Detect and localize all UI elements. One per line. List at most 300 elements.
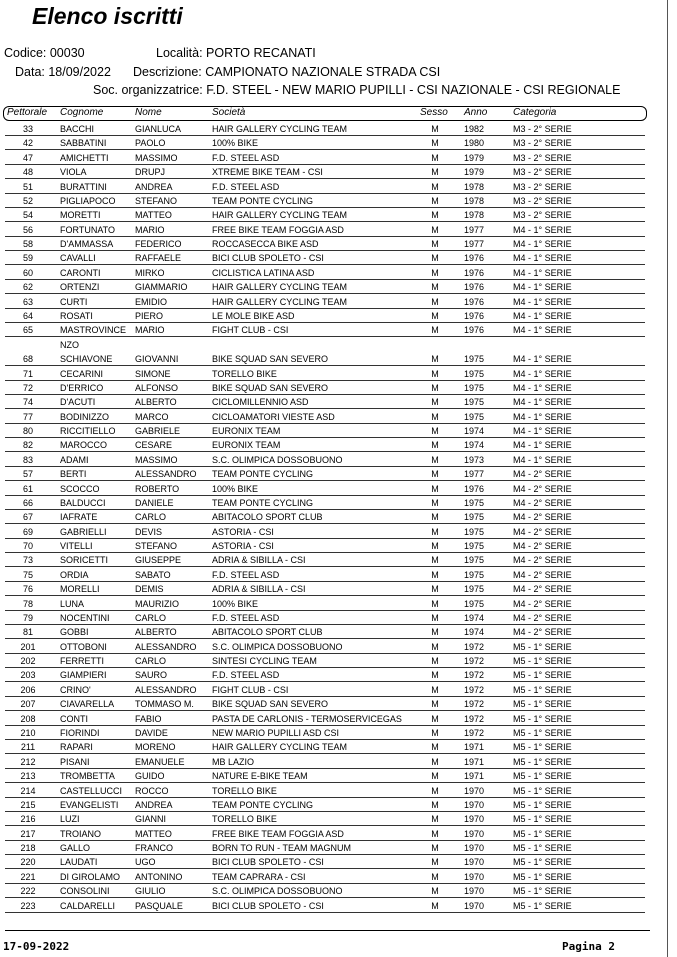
- table-row: [0, 309, 660, 323]
- cell-ann: 1977: [464, 224, 485, 235]
- cell-soc: NATURE E-BIKE TEAM: [212, 771, 308, 782]
- cell-soc: F.D. STEEL ASD: [212, 181, 280, 192]
- cell-sex: M: [431, 684, 439, 695]
- cell-pet: 51: [22, 181, 33, 192]
- cell-soc: F.D. STEEL ASD: [212, 569, 280, 580]
- header-categoria: Categoria: [513, 107, 557, 118]
- cell-ann: 1970: [464, 900, 485, 911]
- cell-cat: M4 - 1° SERIE: [513, 310, 572, 321]
- cell-ann: 1972: [464, 641, 485, 652]
- cell-sex: M: [431, 814, 439, 825]
- descrizione: Descrizione: CAMPIONATO NAZIONALE STRADA CSI: [133, 65, 441, 79]
- localita: Località: PORTO RECANATI: [156, 46, 316, 60]
- cell-nom: STEFANO: [135, 541, 178, 551]
- table-row: [0, 654, 660, 668]
- societa-organizzatrice: Soc. organizzatrice: F.D. STEEL - NEW MARIO PUPILLI - CSI NAZIONALE - CSI REGIONALE: [93, 83, 621, 97]
- cell-nom: SAURO: [135, 670, 168, 681]
- cell-sex: M: [431, 296, 439, 307]
- cell-sex: M: [431, 368, 439, 379]
- table-row: [0, 194, 660, 208]
- cell-ann: 1972: [464, 713, 485, 724]
- cell-cat: M4 - 1° SERIE: [513, 224, 572, 235]
- cell-nom: MARIO: [135, 325, 165, 336]
- cell-cog: BERTI: [60, 469, 87, 480]
- cell-ann: 1970: [464, 843, 485, 853]
- cell-soc: LE MOLE BIKE ASD: [212, 310, 295, 321]
- table-row: [0, 755, 660, 769]
- cell-cat: M4 - 2° SERIE: [513, 555, 572, 566]
- cell-cat: M4 - 2° SERIE: [513, 469, 572, 480]
- cell-ann: 1979: [464, 152, 485, 163]
- cell-cog: SCOCCO: [60, 483, 100, 494]
- cell-soc: HAIR GALLERY CYCLING TEAM: [212, 742, 348, 753]
- table-row: [0, 338, 660, 352]
- cell-soc: F.D. STEEL ASD: [212, 612, 280, 623]
- table-row: [0, 841, 660, 855]
- table-row: [0, 352, 660, 366]
- cell-pet: 33: [22, 124, 33, 134]
- cell-cat: M5 - 1° SERIE: [513, 828, 572, 839]
- cell-cat: M4 - 1° SERIE: [513, 239, 572, 249]
- cell-nom: GUIDO: [135, 771, 165, 782]
- cell-soc: S.C. OLIMPICA DOSSOBUONO: [212, 454, 343, 465]
- cell-ann: 1976: [464, 310, 485, 321]
- cell-cat: M4 - 1° SERIE: [513, 397, 572, 408]
- cell-pet: 207: [20, 699, 36, 710]
- cell-pet: 58: [22, 239, 33, 249]
- cell-nom: TOMMASO M.: [135, 699, 194, 710]
- table-row: [0, 611, 660, 625]
- cell-cog: CONSOLINI: [60, 886, 110, 897]
- table-row: [0, 683, 660, 697]
- cell-sex: M: [431, 253, 439, 264]
- cell-pet: 218: [20, 843, 36, 853]
- cell-cat: M4 - 2° SERIE: [513, 526, 572, 537]
- cell-nom: SABATO: [135, 569, 171, 580]
- cell-ann: 1972: [464, 728, 485, 738]
- cell-sex: M: [431, 512, 439, 523]
- cell-ann: 1975: [464, 397, 485, 408]
- cell-nom: GIOVANNI: [135, 354, 179, 365]
- cell-pet: 71: [22, 368, 33, 379]
- cell-sex: M: [431, 138, 439, 149]
- table-row: [0, 280, 660, 294]
- cell-cog: MORELLI: [60, 584, 100, 595]
- cell-cog: IAFRATE: [60, 512, 98, 523]
- cell-soc: ABITACOLO SPORT CLUB: [212, 512, 323, 523]
- cell-pet: 82: [22, 440, 33, 451]
- cell-soc: ROCCASECCA BIKE ASD: [212, 239, 319, 249]
- cell-cog: MASTROVINCE: [60, 325, 127, 336]
- table-row: [0, 812, 660, 826]
- cell-sex: M: [431, 195, 439, 206]
- cell-pet: 74: [22, 397, 33, 408]
- cell-nom: EMANUELE: [135, 756, 185, 767]
- cell-pet: 68: [22, 354, 33, 365]
- cell-ann: 1975: [464, 382, 485, 393]
- cell-soc: SINTESI CYCLING TEAM: [212, 656, 317, 667]
- cell-sex: M: [431, 627, 439, 638]
- cell-pet: 72: [22, 382, 33, 393]
- cell-ann: 1972: [464, 656, 485, 667]
- cell-sex: M: [431, 210, 439, 221]
- cell-nom: GIAMMARIO: [135, 282, 188, 293]
- cell-cat: M4 - 1° SERIE: [513, 296, 572, 307]
- cell-cat: M4 - 1° SERIE: [513, 411, 572, 422]
- cell-pet: 48: [22, 167, 33, 178]
- cell-cat: M5 - 1° SERIE: [513, 843, 572, 853]
- cell-sex: M: [431, 181, 439, 192]
- table-row: [0, 568, 660, 582]
- cell-pet: 73: [22, 555, 33, 566]
- cell-soc: TEAM PONTE CYCLING: [212, 497, 314, 508]
- data: Data: 18/09/2022: [15, 65, 111, 79]
- cell-sex: M: [431, 411, 439, 422]
- cell-soc: XTREME BIKE TEAM - CSI: [212, 167, 323, 178]
- cell-ann: 1970: [464, 857, 485, 868]
- cell-cog: CURTI: [60, 296, 88, 307]
- cell-nom: ROCCO: [135, 785, 169, 796]
- cell-cat: M4 - 2° SERIE: [513, 584, 572, 595]
- cell-pet: 42: [22, 138, 33, 149]
- cell-cog: OTTOBONI: [60, 641, 107, 652]
- cell-soc: BIKE SQUAD SAN SEVERO: [212, 382, 329, 393]
- cell-pet: 213: [20, 771, 36, 782]
- footer-date: 17-09-2022: [3, 940, 70, 953]
- cell-nom: STEFANO: [135, 195, 178, 206]
- cell-cat: M4 - 2° SERIE: [513, 512, 572, 523]
- cell-cog: SORICETTI: [60, 555, 109, 566]
- header-societa: Società: [212, 107, 246, 118]
- cell-cat: M3 - 2° SERIE: [513, 167, 572, 178]
- cell-cog: RICCITIELLO: [60, 426, 116, 436]
- cell-nom: CARLO: [135, 612, 167, 623]
- cell-ann: 1974: [464, 426, 485, 436]
- cell-sex: M: [431, 454, 439, 465]
- cell-soc: 100% BIKE: [212, 138, 259, 149]
- cell-nom: PAOLO: [135, 138, 166, 149]
- cell-nom: MATTEO: [135, 828, 172, 839]
- cell-cat: M4 - 1° SERIE: [513, 440, 572, 451]
- cell-sex: M: [431, 124, 439, 134]
- cell-soc: BICI CLUB SPOLETO - CSI: [212, 857, 324, 868]
- cell-cog: D'AMMASSA: [60, 239, 114, 249]
- cell-cog: NOCENTINI: [60, 612, 110, 623]
- cell-sex: M: [431, 310, 439, 321]
- cell-nom: ANTONINO: [135, 871, 183, 882]
- cell-cat: M5 - 1° SERIE: [513, 857, 572, 868]
- table-row: [0, 395, 660, 409]
- table-row: [0, 323, 660, 337]
- table-row: [0, 668, 660, 682]
- cell-sex: M: [431, 239, 439, 249]
- cell-cog: SABBATINI: [60, 138, 107, 149]
- cell-cat: M5 - 1° SERIE: [513, 799, 572, 810]
- cell-ann: 1976: [464, 267, 485, 278]
- footer-page: Pagina 2: [562, 940, 615, 953]
- cell-sex: M: [431, 440, 439, 451]
- cell-cat: M4 - 1° SERIE: [513, 426, 572, 436]
- cell-ann: 1975: [464, 497, 485, 508]
- cell-ann: 1980: [464, 138, 485, 149]
- cell-sex: M: [431, 656, 439, 667]
- cell-cog: CIAVARELLA: [60, 699, 115, 710]
- cell-nom: CARLO: [135, 512, 167, 523]
- cell-soc: HAIR GALLERY CYCLING TEAM: [212, 296, 348, 307]
- cell-cog: TROMBETTA: [60, 771, 115, 782]
- cell-soc: BICI CLUB SPOLETO - CSI: [212, 900, 324, 911]
- cell-sex: M: [431, 397, 439, 408]
- cell-ann: 1972: [464, 684, 485, 695]
- cell-ann: 1972: [464, 670, 485, 681]
- cell-cog: GIAMPIERI: [60, 670, 107, 681]
- table-row: [0, 223, 660, 237]
- table-row: [0, 496, 660, 510]
- cell-sex: M: [431, 857, 439, 868]
- cell-sex: M: [431, 483, 439, 494]
- cell-nom: ALESSANDRO: [135, 469, 197, 480]
- cell-cog: ORTENZI: [60, 282, 100, 293]
- cell-nom: ANDREA: [135, 181, 173, 192]
- cell-sex: M: [431, 167, 439, 178]
- cell-pet: 59: [22, 253, 33, 264]
- cell-nom: MIRKO: [135, 267, 165, 278]
- cell-nom: EMIDIO: [135, 296, 168, 307]
- cell-sex: M: [431, 742, 439, 753]
- cell-nom: ALESSANDRO: [135, 684, 197, 695]
- cell-pet: 77: [22, 411, 33, 422]
- cell-soc: FREE BIKE TEAM FOGGIA ASD: [212, 828, 344, 839]
- cell-sex: M: [431, 699, 439, 710]
- cell-cat: M5 - 1° SERIE: [513, 900, 572, 911]
- cell-sex: M: [431, 871, 439, 882]
- cell-ann: 1978: [464, 195, 485, 206]
- cell-soc: CICLISTICA LATINA ASD: [212, 267, 315, 278]
- cell-pet: 66: [22, 497, 33, 508]
- table-row: [0, 553, 660, 567]
- cell-soc: FIGHT CLUB - CSI: [212, 684, 289, 695]
- table-row: [0, 510, 660, 524]
- cell-cat: M5 - 1° SERIE: [513, 670, 572, 681]
- cell-nom: DANIELE: [135, 497, 174, 508]
- cell-pet: 63: [22, 296, 33, 307]
- cell-pet: 62: [22, 282, 33, 293]
- cell-sex: M: [431, 728, 439, 738]
- cell-soc: HAIR GALLERY CYCLING TEAM: [212, 210, 348, 221]
- table-row: [0, 453, 660, 467]
- cell-soc: TEAM PONTE CYCLING: [212, 799, 314, 810]
- cell-pet: 223: [20, 900, 36, 911]
- cell-sex: M: [431, 526, 439, 537]
- cell-nom: MORENO: [135, 742, 176, 753]
- table-row: [0, 295, 660, 309]
- cell-sex: M: [431, 785, 439, 796]
- cell-pet: 206: [20, 684, 36, 695]
- cell-nom: FEDERICO: [135, 239, 182, 249]
- cell-cog: GALLO: [60, 843, 91, 853]
- cell-cat: M3 - 2° SERIE: [513, 181, 572, 192]
- cell-cog: FERRETTI: [60, 656, 104, 667]
- cell-soc: TORELLO BIKE: [212, 814, 277, 825]
- cell-cog: DI GIROLAMO: [60, 871, 121, 882]
- cell-sex: M: [431, 569, 439, 580]
- cell-sex: M: [431, 224, 439, 235]
- footer-divider: [5, 930, 650, 931]
- table-row: [0, 136, 660, 150]
- cell-cog: GOBBI: [60, 627, 89, 638]
- cell-soc: S.C. OLIMPICA DOSSOBUONO: [212, 886, 343, 897]
- cell-pet: 201: [20, 641, 36, 652]
- cell-cat: M4 - 2° SERIE: [513, 569, 572, 580]
- table-row: [0, 122, 660, 136]
- cell-cog: FIORINDI: [60, 728, 100, 738]
- cell-cog: RAPARI: [60, 742, 93, 753]
- cell-nom: ALESSANDRO: [135, 641, 197, 652]
- cell-sex: M: [431, 771, 439, 782]
- cell-cog: TROIANO: [60, 828, 102, 839]
- cell-sex: M: [431, 152, 439, 163]
- cell-cat: M4 - 1° SERIE: [513, 267, 572, 278]
- cell-soc: CICLOAMATORI VIESTE ASD: [212, 411, 335, 422]
- cell-ann: 1978: [464, 181, 485, 192]
- cell-cog: AMICHETTI: [60, 152, 109, 163]
- cell-cog: SCHIAVONE: [60, 354, 113, 365]
- cell-pet: 70: [22, 541, 33, 551]
- cell-ann: 1970: [464, 828, 485, 839]
- cell-pet: 69: [22, 526, 33, 537]
- cell-pet: 215: [20, 799, 36, 810]
- cell-pet: 75: [22, 569, 33, 580]
- cell-pet: 61: [22, 483, 33, 494]
- cell-cog: D'ERRICO: [60, 382, 104, 393]
- cell-cat: M5 - 1° SERIE: [513, 814, 572, 825]
- cell-sex: M: [431, 886, 439, 897]
- table-row: [0, 784, 660, 798]
- cell-nom: SIMONE: [135, 368, 171, 379]
- cell-pet: 222: [20, 886, 36, 897]
- cell-soc: FIGHT CLUB - CSI: [212, 325, 289, 336]
- cell-pet: 210: [20, 728, 36, 738]
- cell-soc: HAIR GALLERY CYCLING TEAM: [212, 124, 348, 134]
- cell-ann: 1975: [464, 368, 485, 379]
- cell-cat: M4 - 2° SERIE: [513, 612, 572, 623]
- cell-cat: M5 - 1° SERIE: [513, 871, 572, 882]
- cell-cog: CALDARELLI: [60, 900, 116, 911]
- cell-cat: M5 - 1° SERIE: [513, 684, 572, 695]
- cell-cog: MORETTI: [60, 210, 101, 221]
- cell-ann: 1974: [464, 612, 485, 623]
- cell-pet: 83: [22, 454, 33, 465]
- cell-cog: MAROCCO: [60, 440, 107, 451]
- cell-cog: CONTI: [60, 713, 88, 724]
- cell-pet: 212: [20, 756, 36, 767]
- cell-ann: 1975: [464, 512, 485, 523]
- cell-ann: 1977: [464, 239, 485, 249]
- table-row: [0, 208, 660, 222]
- cell-sex: M: [431, 843, 439, 853]
- cell-pet: 54: [22, 210, 33, 221]
- cell-ann: 1976: [464, 483, 485, 494]
- cell-ann: 1979: [464, 167, 485, 178]
- cell-nom: MAURIZIO: [135, 598, 179, 609]
- cell-soc: TEAM PONTE CYCLING: [212, 469, 314, 480]
- cell-ann: 1976: [464, 253, 485, 264]
- cell-cat: M3 - 2° SERIE: [513, 195, 572, 206]
- cell-ann: 1974: [464, 627, 485, 638]
- cell-nom: GABRIELE: [135, 426, 181, 436]
- cell-pet: 217: [20, 828, 36, 839]
- cell-ann: 1975: [464, 555, 485, 566]
- cell-cat: M4 - 2° SERIE: [513, 541, 572, 551]
- cell-pet: 57: [22, 469, 33, 480]
- cell-soc: BIKE SQUAD SAN SEVERO: [212, 354, 329, 365]
- cell-cog: CARONTI: [60, 267, 101, 278]
- cell-nom: FABIO: [135, 713, 162, 724]
- cell-cat: M3 - 2° SERIE: [513, 152, 572, 163]
- cell-nom: PASQUALE: [135, 900, 183, 911]
- cell-soc: TORELLO BIKE: [212, 368, 277, 379]
- cell-cog: FORTUNATO: [60, 224, 116, 235]
- cell-cat: M4 - 1° SERIE: [513, 454, 572, 465]
- cell-pet: 56: [22, 224, 33, 235]
- cell-soc: BORN TO RUN - TEAM MAGNUM: [212, 843, 352, 853]
- cell-ann: 1970: [464, 886, 485, 897]
- cell-sex: M: [431, 584, 439, 595]
- cell-cat: M3 - 2° SERIE: [513, 138, 572, 149]
- cell-sex: M: [431, 555, 439, 566]
- cell-sex: M: [431, 267, 439, 278]
- table-row: [0, 482, 660, 496]
- cell-soc: PASTA DE CARLONIS - TERMOSERVICEGAS: [212, 713, 402, 724]
- cell-nom: DAVIDE: [135, 728, 168, 738]
- cell-cat: M4 - 1° SERIE: [513, 282, 572, 293]
- cell-cog: ADAMI: [60, 454, 89, 465]
- cell-cog: CRINO': [60, 684, 91, 695]
- cell-cat: M4 - 1° SERIE: [513, 382, 572, 393]
- cell-cog: LUZI: [60, 814, 80, 825]
- table-row: [0, 251, 660, 265]
- cell-ann: 1970: [464, 785, 485, 796]
- cell-pet: 64: [22, 310, 33, 321]
- table-row: [0, 525, 660, 539]
- cell-cog: VITELLI: [60, 541, 93, 551]
- table-row: [0, 237, 660, 251]
- table-row: [0, 827, 660, 841]
- cell-cat: M5 - 1° SERIE: [513, 713, 572, 724]
- cell-cat: M4 - 2° SERIE: [513, 483, 572, 494]
- cell-soc: ASTORIA - CSI: [212, 541, 274, 551]
- cell-nom: RAFFAELE: [135, 253, 182, 264]
- table-row: [0, 438, 660, 452]
- cell-ann: 1971: [464, 742, 485, 753]
- cell-sex: M: [431, 713, 439, 724]
- cell-pet: 220: [20, 857, 36, 868]
- cell-nom: GIANNI: [135, 814, 167, 825]
- cell-sex: M: [431, 382, 439, 393]
- table-row: [0, 582, 660, 596]
- cell-nom: ROBERTO: [135, 483, 180, 494]
- table-row: [0, 367, 660, 381]
- cell-cat: M5 - 1° SERIE: [513, 756, 572, 767]
- cell-nom: MATTEO: [135, 210, 172, 221]
- header-pettorale: Pettorale: [7, 107, 48, 118]
- cell-sex: M: [431, 756, 439, 767]
- cell-cat: M5 - 1° SERIE: [513, 728, 572, 738]
- cell-cog: PISANI: [60, 756, 90, 767]
- table-row: [0, 467, 660, 481]
- cell-ann: 1971: [464, 771, 485, 782]
- cell-soc: ADRIA & SIBILLA - CSI: [212, 555, 306, 566]
